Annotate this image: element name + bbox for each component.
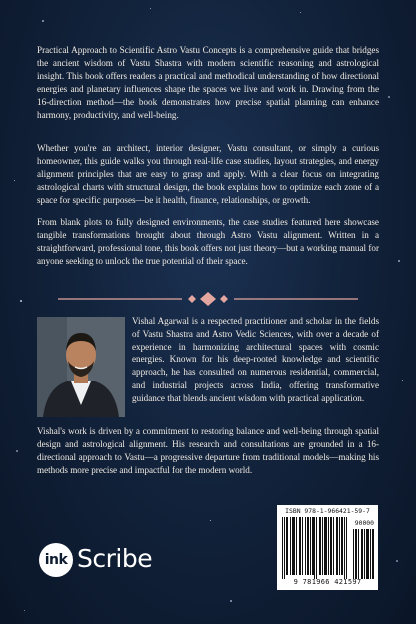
description-paragraph: From blank plots to fully designed environments, the case studies featured here showcase tangible transformations brought about through Astro Vastu alignment. Written in a straightforward, professional tone, this book offers not just theory—but a working manual for anyone seeking to unlock the true potential of their space. — [37, 217, 379, 266]
isbn-text: ISBN 978-1-966421-59-7 — [285, 507, 370, 515]
author-bio: Vishal Agarwal is a respected practitioner and scholar in the fields of Vastu Shastra and Astro Vedic Sciences, with over a decade of experience in harmonizing architectural spaces with cosmic energies. Known for his deep-rooted knowledge and scientific approach, he has consulted on numerous residential, commercial, and industrial projects across India, offering transformative guidance that blends ancient wisdom with practical application. — [132, 316, 379, 403]
addon-bars — [353, 529, 374, 579]
author-photo — [37, 317, 125, 417]
ean-bars — [282, 517, 348, 579]
price-code: 90000 — [354, 519, 374, 527]
logo-wordmark: Scribe — [77, 544, 153, 573]
publisher-logo — [39, 543, 169, 577]
description-paragraph: Practical Approach to Scientific Astro Vastu Concepts is a comprehensive guide that bridges the ancient wisdom of Vastu Shastra with modern scientific reasoning and astrological insight. This book offers readers a practical and methodical understanding of how directional energies and planetary influences shape the spaces we live and work in. Drawing from the 16-direction method—the book demonstrates how precise spatial planning can enhance harmony, productivity, and well-being. — [37, 45, 379, 120]
isbn-barcode — [277, 505, 378, 590]
ean-digits: 9 781966 421597 — [293, 578, 362, 586]
description-paragraph: Whether you're an architect, interior designer, Vastu consultant, or simply a curious homeowner, this guide walks you through real-life case studies, layout strategies, and energy alignment principles that are easy to grasp and apply. With a clear focus on integrating astrological charts with structural design, the book explains how to optimize each zone of a space for specific purposes—be it health, finance, relationships, or growth. — [37, 143, 379, 205]
author-work-paragraph: Vishal's work is driven by a commitment to restoring balance and well-being through spatial design and astrological alignment. His research and consultations are grounded in a 16-directional approach to Vastu—a progressive departure from traditional models—making his methods more precise and impactful for the modern world. — [37, 426, 379, 475]
ornamental-divider — [58, 291, 358, 307]
logo-mark: ink — [39, 543, 73, 577]
